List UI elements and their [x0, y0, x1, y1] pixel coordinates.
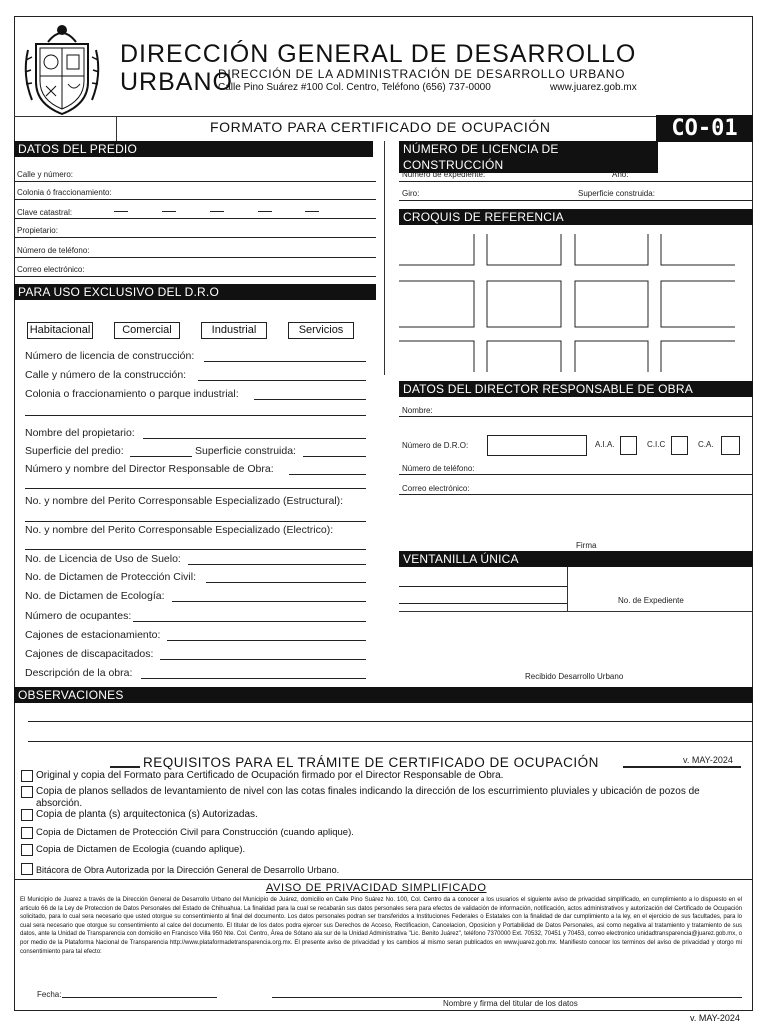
aviso-text: El Municipio de Juarez a través de la Dirección General de Desarrollo Urbano del Municipio de Juárez, domicilio en Calle Pino Suárez No. 100, Col. Centro da a conocer a los usuarios el siguiente aviso de privacidad simplificado, en cumplimiento a lo dispuesto en el articulo 66 de la Ley de Proteccion de Datos Personales del Estado de Chihuahua. La finalidad para la cual se recabarán sus datos personales sera para efectos de validación de información, notificación, actos administrativos y autorización del Certificado de Ocupación solicitado, para lo cual sera necesario que usted otorgue su consentimiento al final del documento. Los datos personales podran ser transferidos a Instituciones Federales o Estatales con la finalidad de dar cumplimiento a la ley, en el ejercicio de sus facultades, para lo cual sera necesario que otorgue su consentimiento al calce del documento. El titular de los datos podra ejercer sus Derechos de Acceso, Rectificacion, Cancelacion, Oposicion y Portabilidad de Datos Personales, asi como negativa al tratamiento y tratamiento de sus datos, ante la Unidad de Transparencia con domicilio en Francisco Villa 950 Nte. Col. Centro, Área de Sótano ala sur de la Unidad Administrativa "Lic. Benito Juárez", teléfono 7370000 Ext. 70532, 70451 y 70453, correo electronico unidadtransparencia@juarez.gob.mx, o por medio de la Plataforma Nacional de Transparencia http://www.plataformadetransparencia.org.mx. El presente aviso de privacidad y los cambios al mismo seran publicados en www.juarez.gob.mx. Manifiesto conocer los terminos del aviso de privacidad y otorgo mi consentimiento para tal efecto: [20, 897, 742, 955]
requisitos-heading: REQUISITOS PARA EL TRÁMITE DE CERTIFICADO DE OCUPACIÓN [143, 755, 599, 770]
input-line-director-nombre[interactable] [399, 416, 753, 417]
input-line-dro-calle[interactable] [198, 380, 366, 381]
label-dro-perito-estructural: No. y nombre del Perito Corresponsable Especializado (Estructural): [25, 495, 344, 507]
requisito-4: Copia de Dictamen de Protección Civil para Construcción (cuando aplique). [36, 827, 354, 838]
checkbox-requisito-5[interactable] [21, 844, 33, 856]
label-colonia: Colonia ó fraccionamiento: [17, 188, 112, 197]
label-director-firma: Firma [576, 541, 597, 550]
label-dro-ecologia: No. de Dictamen de Ecología: [25, 590, 165, 602]
input-line-dro-ecologia[interactable] [172, 601, 366, 602]
input-line-dro-propietario[interactable] [143, 438, 366, 439]
input-line-dro-director[interactable] [289, 474, 366, 475]
input-line-expediente[interactable] [399, 181, 753, 182]
aviso-heading: AVISO DE PRIVACIDAD SIMPLIFICADO [266, 882, 487, 894]
requisito-3: Copia de planta (s) arquitectonica (s) Autorizadas. [36, 809, 258, 820]
header-title: DIRECCIÓN GENERAL DE DESARROLLO URBANO [120, 40, 637, 96]
checkbox-requisito-3[interactable] [21, 809, 33, 821]
label-dro-superficie-construida: Superficie construida: [195, 445, 296, 457]
label-dro-descripcion: Descripción de la obra: [25, 667, 133, 679]
input-line-dro-director-2[interactable] [25, 488, 366, 489]
section-heading-licencia: NÚMERO DE LICENCIA DE CONSTRUCCIÓN [399, 141, 658, 173]
checkbox-cic[interactable] [671, 436, 688, 455]
form-title-divider [116, 116, 117, 141]
clave-segment-5[interactable] [305, 211, 319, 212]
label-superficie: Superficie construida: [578, 189, 655, 198]
croquis-sketch-area[interactable] [399, 226, 753, 372]
requisito-5: Copia de Dictamen de Ecologia (cuando aplique). [36, 844, 246, 855]
input-line-colonia[interactable] [14, 199, 376, 200]
form-title: FORMATO PARA CERTIFICADO DE OCUPACIÓN [210, 119, 551, 135]
input-line-dro-colonia-2[interactable] [25, 415, 366, 416]
type-servicios[interactable]: Servicios [288, 322, 354, 339]
checkbox-aia[interactable] [620, 436, 637, 455]
label-anio: Año: [612, 170, 629, 179]
label-director-numero: Número de D.R.O: [402, 441, 469, 450]
label-propietario: Propietario: [17, 226, 58, 235]
input-line-dro-discapacitados[interactable] [160, 659, 366, 660]
label-correo: Correo electrónico: [17, 265, 85, 274]
form-code: CO-01 [656, 115, 753, 142]
type-habitacional[interactable]: Habitacional [27, 322, 93, 339]
clave-segment-2[interactable] [162, 211, 176, 212]
section-heading-director: DATOS DEL DIRECTOR RESPONSABLE DE OBRA [399, 381, 753, 397]
type-comercial[interactable]: Comercial [114, 322, 180, 339]
input-line-telefono[interactable] [14, 257, 376, 258]
label-ventanilla-expediente: No. de Expediente [618, 596, 684, 605]
input-line-correo[interactable] [14, 276, 376, 277]
checkbox-ca[interactable] [721, 436, 740, 455]
input-line-fecha[interactable] [62, 997, 217, 998]
input-line-clave[interactable] [14, 218, 376, 219]
label-dro-superficie-predio: Superficie del predio: [25, 445, 124, 457]
input-line-ventanilla-2[interactable] [399, 603, 567, 604]
center-divider [384, 141, 385, 375]
input-line-dro-estacionamiento[interactable] [167, 640, 366, 641]
label-clave: Clave catastral: [17, 208, 73, 217]
requisitos-rule-right [623, 766, 741, 768]
header-website: www.juarez.gob.mx [550, 82, 637, 93]
input-line-director-telefono[interactable] [399, 474, 753, 475]
label-director-nombre: Nombre: [402, 406, 433, 415]
checkbox-requisito-2[interactable] [21, 786, 33, 798]
label-dro-propietario: Nombre del propietario: [25, 427, 135, 439]
section-heading-predio: DATOS DEL PREDIO [14, 141, 373, 157]
input-line-dro-proteccion-civil[interactable] [206, 582, 366, 583]
input-line-propietario[interactable] [14, 237, 376, 238]
label-director-correo: Correo electrónico: [402, 484, 470, 493]
label-dro-proteccion-civil: No. de Dictamen de Protección Civil: [25, 571, 196, 583]
header-divider [14, 116, 753, 117]
checkbox-requisito-1[interactable] [21, 770, 33, 782]
header-address: Calle Pino Suárez #100 Col. Centro, Teléfono (656) 737-0000 [218, 82, 491, 93]
label-dro-uso-suelo: No. de Licencia de Uso de Suelo: [25, 553, 181, 565]
requisito-6: Bitácora de Obra Autorizada por la Dirección General de Desarrollo Urbano. [36, 865, 340, 875]
label-ca: C.A. [698, 440, 714, 449]
label-aia: A.I.A. [595, 440, 615, 449]
label-dro-colonia: Colonia o fraccionamiento o parque industrial: [25, 388, 239, 400]
input-line-dro-descripcion[interactable] [141, 678, 366, 679]
input-line-firma-titular[interactable] [272, 997, 742, 998]
label-ventanilla-recibido: Recibido Desarrollo Urbano [525, 672, 624, 681]
checkbox-requisito-4[interactable] [21, 827, 33, 839]
section-heading-dro: PARA USO EXCLUSIVO DEL D.R.O [14, 284, 376, 300]
clave-segment-3[interactable] [210, 211, 224, 212]
label-dro-discapacitados: Cajones de discapacitados: [25, 648, 154, 660]
label-dro-licencia: Número de licencia de construcción: [25, 350, 195, 362]
footer-version: v. MAY-2024 [690, 1013, 740, 1023]
input-line-dro-uso-suelo[interactable] [188, 564, 366, 565]
input-line-dro-superficie-predio[interactable] [130, 456, 192, 457]
label-firma-titular: Nombre y firma del titular de los datos [443, 999, 578, 1008]
label-telefono: Número de teléfono: [17, 246, 90, 255]
label-expediente: Número de expediente: [402, 170, 486, 179]
requisito-2: Copia de planos sellados de levantamiento de nivel con las cotas finales indicando la dirección de los escurrimiento pluviales y ubicación de pozos de absorción. [36, 786, 700, 809]
checkbox-requisito-6[interactable] [21, 863, 33, 875]
aviso-top-rule [14, 879, 753, 880]
label-dro-estacionamiento: Cajones de estacionamiento: [25, 629, 161, 641]
input-line-dro-licencia[interactable] [204, 361, 366, 362]
label-dro-director: Número y nombre del Director Responsable de Obra: [25, 463, 274, 475]
input-line-ventanilla-1[interactable] [399, 586, 567, 587]
requisito-1: Original y copia del Formato para Certificado de Ocupación firmado por el Director Responsable de Obra. [36, 770, 504, 781]
label-calle: Calle y número: [17, 170, 74, 179]
section-heading-observaciones: OBSERVACIONES [14, 687, 753, 703]
requisitos-version: v. MAY-2024 [683, 755, 733, 765]
clave-segment-4[interactable] [258, 211, 272, 212]
label-fecha: Fecha: [37, 990, 62, 999]
input-line-dro-colonia[interactable] [254, 399, 366, 400]
input-line-giro[interactable] [399, 200, 753, 201]
input-box-numero-dro[interactable] [487, 435, 587, 456]
label-dro-perito-electrico: No. y nombre del Perito Corresponsable Especializado (Electrico): [25, 524, 334, 536]
label-dro-ocupantes: Número de ocupantes: [25, 610, 132, 622]
label-cic: C.I.C [647, 440, 666, 449]
type-industrial[interactable]: Industrial [201, 322, 267, 339]
ventanilla-divider [567, 567, 568, 611]
input-line-dro-ocupantes[interactable] [133, 621, 366, 622]
input-line-observaciones-1[interactable] [28, 721, 753, 722]
input-line-director-correo[interactable] [399, 494, 753, 495]
input-line-dro-perito-electrico[interactable] [25, 549, 366, 550]
requisitos-rule-left [110, 766, 140, 768]
header-subtitle: DIRECCIÓN DE LA ADMINISTRACIÓN DE DESARROLLO URBANO [218, 67, 626, 81]
label-director-telefono: Número de teléfono: [402, 464, 475, 473]
ventanilla-bottom-line [399, 611, 753, 612]
section-heading-croquis: CROQUIS DE REFERENCIA [399, 209, 753, 225]
input-line-dro-superficie-construida[interactable] [303, 456, 366, 457]
clave-segment-1[interactable] [114, 211, 128, 212]
label-giro: Giro: [402, 189, 420, 198]
input-line-calle[interactable] [14, 181, 376, 182]
input-line-dro-perito-estructural[interactable] [25, 521, 366, 522]
section-heading-ventanilla: VENTANILLA ÚNICA [399, 551, 753, 567]
input-line-observaciones-2[interactable] [28, 741, 753, 742]
label-dro-calle: Calle y número de la construcción: [25, 369, 187, 381]
municipal-seal-logo [18, 20, 106, 120]
